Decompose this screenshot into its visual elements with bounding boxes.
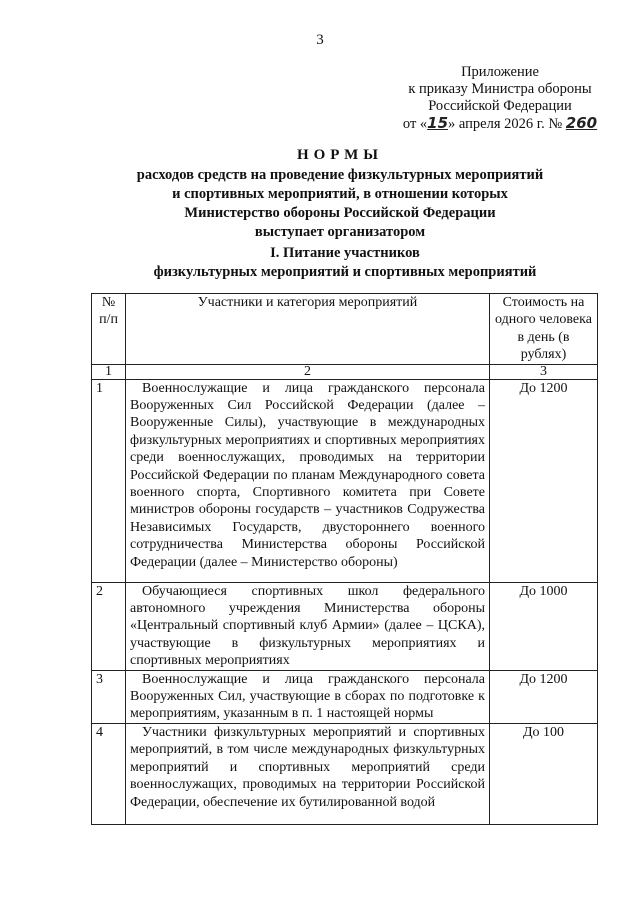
table-column-index-row bbox=[92, 364, 598, 379]
row-cost: До 1200 bbox=[490, 379, 598, 582]
annex-order-number-handwritten: 260 bbox=[565, 114, 598, 132]
column-index: 1 bbox=[92, 364, 126, 379]
column-index: 3 bbox=[490, 364, 598, 379]
column-index: 2 bbox=[126, 364, 490, 379]
annex-date-line bbox=[380, 115, 620, 133]
section-heading-line-2: физкультурных мероприятий и спортивных мероприятий bbox=[153, 264, 537, 280]
row-number: 1 bbox=[92, 379, 126, 582]
row-description: Участники физкультурных мероприятий и спортивных мероприятий, в том числе международных физкультурных мероприятий и спортивных мероприятий среди военнослужащих, проводимых на территории Российской Федерации, обеспечение их бутилированной водой bbox=[126, 723, 490, 824]
annex-date-prefix: от « bbox=[402, 116, 428, 132]
annex-federation-line: Российской Федерации bbox=[428, 98, 572, 114]
annex-block bbox=[380, 64, 620, 133]
section-heading bbox=[50, 244, 640, 282]
row-number: 3 bbox=[92, 670, 126, 723]
page-number: 3 bbox=[316, 32, 324, 48]
annex-date-day-handwritten: 15 bbox=[427, 114, 449, 132]
row-number: 4 bbox=[92, 723, 126, 824]
header-description: Участники и категория мероприятий bbox=[126, 294, 490, 365]
table-row bbox=[92, 582, 598, 670]
title-line-1: расходов средств на проведение физкультурных мероприятий bbox=[136, 167, 544, 183]
header-num: № п/п bbox=[92, 294, 126, 365]
row-description: Военнослужащие и лица гражданского персонала Вооруженных Сил Российской Федерации (далее – Вооруженные Силы), участвующие в международных физкультурных мероприятиях и спортивных мероприятиях среди военнослужащих, проводимых на территории Российской Федерации по планам Международного совета военного спорта, Спортивного комитета при Совете министров обороны государств – участников Содружества Независимых Государств, двустороннего военного сотрудничества Министерства обороны Российской Федерации (далее – Министерство обороны) bbox=[126, 379, 490, 582]
title-line-3: Министерство обороны Российской Федерации bbox=[184, 205, 496, 221]
header-cost: Стоимость на одного человека в день (в рублях) bbox=[490, 294, 598, 365]
row-cost: До 1200 bbox=[490, 670, 598, 723]
row-cost: До 1000 bbox=[490, 582, 598, 670]
table-header-row bbox=[92, 294, 598, 365]
row-description: Военнослужащие и лица гражданского персонала Вооруженных Сил, участвующие в сборах по подготовке к мероприятиям, указанным в п. 1 настоящей нормы bbox=[126, 670, 490, 723]
title-line-2: и спортивных мероприятий, в отношении которых bbox=[172, 186, 508, 202]
norms-table bbox=[91, 293, 598, 825]
section-heading-line-1: I. Питание участников bbox=[270, 245, 420, 261]
row-description: Обучающиеся спортивных школ федерального автономного учреждения Министерства обороны «Центральный спортивный клуб Армии» (далее – ЦСКА), участвующие в физкультурных мероприятиях и спортивных мероприятиях bbox=[126, 582, 490, 670]
annex-order-line: к приказу Министра обороны bbox=[408, 81, 592, 97]
annex-title: Приложение bbox=[461, 64, 539, 80]
table-row bbox=[92, 379, 598, 582]
table-row bbox=[92, 723, 598, 824]
title-heading: НОРМЫ bbox=[296, 147, 384, 163]
table-row bbox=[92, 670, 598, 723]
annex-date-middle: » апреля 2026 г. № bbox=[448, 116, 563, 132]
title-line-4: выступает организатором bbox=[254, 224, 426, 240]
document-title bbox=[40, 146, 640, 242]
row-cost: До 100 bbox=[490, 723, 598, 824]
row-number: 2 bbox=[92, 582, 126, 670]
